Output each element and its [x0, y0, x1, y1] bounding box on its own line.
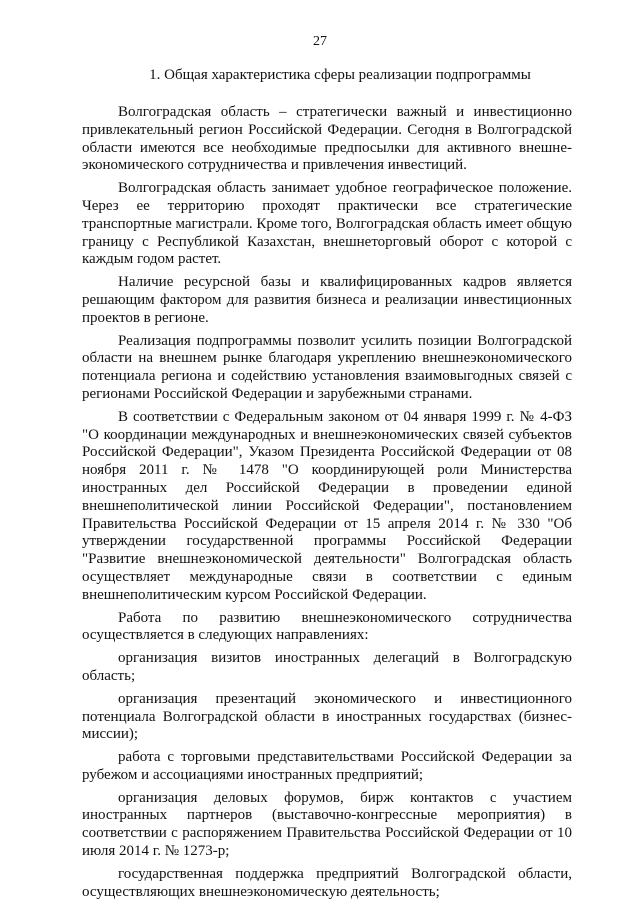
list-item-state-support: государственная поддержка предприятий Волгоградской области, осуществляющих внешнеэкономическую деятельность; — [82, 865, 572, 900]
paragraph-implementation: Реализация подпрограммы позволит усилить позиции Волгоградской области на внешнем рынке благодаря укреплению внешнеэкономического потенциала региона и содействию установления взаимовыгодных связей с регионами Российской Федерации и зарубежными странами. — [82, 332, 572, 402]
paragraph-legal-basis: В соответствии с Федеральным законом от 04 января 1999 г. № 4-ФЗ "О координации международных и внешнеэкономических связей субъектов Российской Федерации", Указом Президента Российской Федерации от 08 ноября 2011 г. № 1478 "О координирующей роли Министерства иностранных дел Российской Федерации в проведении единой внешнеполитической линии Российской Федерации", постановлением Правительства Российской Федерации от 15 апреля 2014 г. № 330 "Об утверждении государственной программы Российской Федерации "Развитие внешнеэкономической деятельности" Волгоградская область осуществляет международные связи в соответствии с единым внешнеполитическим курсом Российской Федерации. — [82, 408, 572, 603]
list-item-forums: организация деловых форумов, бирж контактов с участием иностранных партнеров (выставочно-конгрессные мероприятия) в соответствии с распоряжением Правительства Российской Федерации от 10 июля 2014 г. № 1273-р; — [82, 789, 572, 860]
list-item-trade-missions: работа с торговыми представительствами Российской Федерации за рубежом и ассоциациями иностранных предприятий; — [82, 749, 572, 783]
paragraph-directions-intro: Работа по развитию внешнеэкономического сотрудничества осуществляется в следующих направлениях: — [82, 609, 572, 644]
section-title: 1. Общая характеристика сферы реализации подпрограммы — [149, 67, 531, 83]
list-item-delegations: организация визитов иностранных делегаций в Волгоградскую область; — [82, 650, 572, 684]
paragraph-resources: Наличие ресурсной базы и квалифицированных кадров является решающим фактором для развития бизнеса и реализации инвестиционных проектов в регионе. — [82, 274, 572, 326]
list-item-presentations: организация презентаций экономического и инвестиционного потенциала Волгоградской области в иностранных государствах (бизнес-миссии); — [82, 690, 572, 743]
paragraph-geography: Волгоградская область занимает удобное географическое положение. Через ее территорию проходят практически все стратегические транспортные магистрали. Кроме того, Волгоградская область имеет общую границу с Республикой Казахстан, внешнеторговый оборот с которой с каждым годом растет. — [82, 180, 572, 268]
body-text — [82, 104, 572, 906]
paragraph-intro: Волгоградская область – стратегически важный и инвестиционно привлекательный регион Российской Федерации. Сегодня в Волгоградской области имеются все необходимые предпосылки для активного внешне-экономического сотрудничества и привлечения инвестиций. — [82, 104, 572, 174]
page-number: 27 — [313, 34, 327, 49]
